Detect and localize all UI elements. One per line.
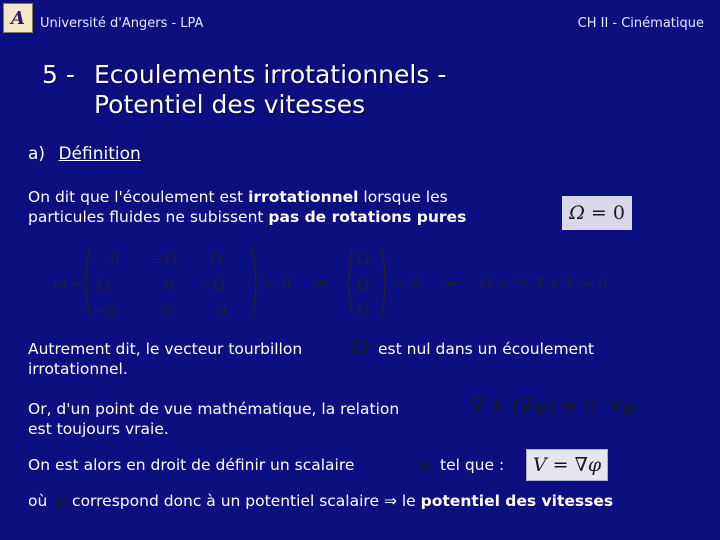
section-marker: a) — [28, 144, 46, 164]
nabla-symbol: ∇ — [470, 394, 484, 418]
para3-line1: Or, d'un point de vue mathématique, la relation — [28, 400, 400, 418]
section-heading — [28, 144, 141, 164]
para1-text-line2: particules fluides ne subissent — [28, 208, 269, 226]
svg-text:= 0: = 0 — [394, 274, 421, 292]
matrix-equation-graphic — [52, 238, 612, 326]
university-logo-icon: A — [3, 3, 33, 33]
svg-text:Ω: Ω — [160, 302, 173, 320]
phi-symbol: φ — [533, 394, 548, 418]
zero-symbol: 0 — [584, 394, 598, 418]
svg-text:Ω = ½ ∇ ∧ V = 0: Ω = ½ ∇ ∧ V = 0 — [480, 274, 608, 292]
svg-text:ω =: ω = — [54, 274, 84, 292]
title-number: 5 - — [42, 60, 75, 89]
page-title — [42, 60, 446, 120]
rotation-matrix-equation — [52, 238, 612, 326]
para2-text-b: est nul dans un écoulement — [378, 340, 594, 358]
definition-paragraph — [28, 187, 548, 227]
svg-text:Ω: Ω — [357, 276, 370, 294]
svg-text:⇒: ⇒ — [314, 274, 327, 292]
para4-text-b: tel que : — [440, 456, 505, 474]
para5-text-b: correspond donc à un potentiel scalaire — [72, 492, 379, 510]
para1-text: On dit que l'écoulement est — [28, 188, 249, 206]
phi-scalar-symbol: φ — [418, 455, 430, 474]
svg-text:Ω: Ω — [357, 250, 370, 268]
svg-text:⇒: ⇒ — [444, 274, 457, 292]
forall-symbol: ∀ — [609, 394, 622, 418]
para5-bold-potentiel: potentiel des vitesses — [420, 492, 614, 510]
para5-text-a: où — [28, 492, 48, 510]
nabla-symbol-2: ∇ — [519, 394, 534, 418]
nabla-symbol-3: ∇ — [574, 454, 588, 476]
svg-text:0: 0 — [164, 276, 174, 294]
phi-symbol-3: φ — [54, 492, 66, 510]
svg-text:Ω: Ω — [97, 276, 110, 294]
title-line-1: Ecoulements irrotationnels - — [94, 60, 447, 89]
svg-text:−Ω: −Ω — [92, 302, 118, 320]
svg-text:−Ω: −Ω — [200, 276, 226, 294]
para1-text-end: lorsque les — [358, 188, 448, 206]
svg-text:Ω: Ω — [210, 250, 223, 268]
velocity-potential-equation: V = ∇ φ — [526, 449, 608, 481]
implies-symbol: ⇒ — [383, 492, 397, 510]
para3-line2: est toujours vraie. — [28, 420, 169, 438]
header-institution: Université d'Angers - LPA — [40, 16, 204, 31]
curl-grad-identity: ∇ ∧ (∇φ) = 0 ∀φ — [470, 394, 636, 418]
svg-text:= 0: = 0 — [264, 274, 291, 292]
para2-text-a: Autrement dit, le vecteur tourbillon — [28, 340, 303, 358]
header-chapter: CH II - Cinématique — [577, 16, 704, 31]
para1-bold-rotations: pas de rotations pures — [268, 208, 467, 226]
omega-tensor-zero-equation — [562, 196, 632, 230]
vorticity-paragraph-a — [28, 339, 388, 379]
svg-text:0: 0 — [110, 250, 120, 268]
title-line-2: Potentiel des vitesses — [94, 90, 366, 119]
identity-paragraph — [28, 399, 468, 439]
para1-bold-irrotationnel: irrotationnel — [248, 188, 359, 206]
conclusion-paragraph — [28, 491, 613, 511]
para5-text-c: le — [401, 492, 421, 510]
para4-text-a: On est alors en droit de définir un scalaire — [28, 456, 355, 474]
svg-text:−Ω: −Ω — [152, 250, 178, 268]
omega-vector-symbol: Ω — [352, 336, 368, 358]
equals-zero: = 0 — [590, 202, 625, 224]
svg-text:Ω: Ω — [357, 302, 370, 320]
phi-symbol-2: φ — [587, 454, 602, 476]
section-label: Définition — [58, 144, 141, 164]
svg-text:0: 0 — [217, 302, 227, 320]
omega-symbol: Ω — [569, 202, 585, 224]
para2-text-c: irrotationnel. — [28, 360, 128, 378]
